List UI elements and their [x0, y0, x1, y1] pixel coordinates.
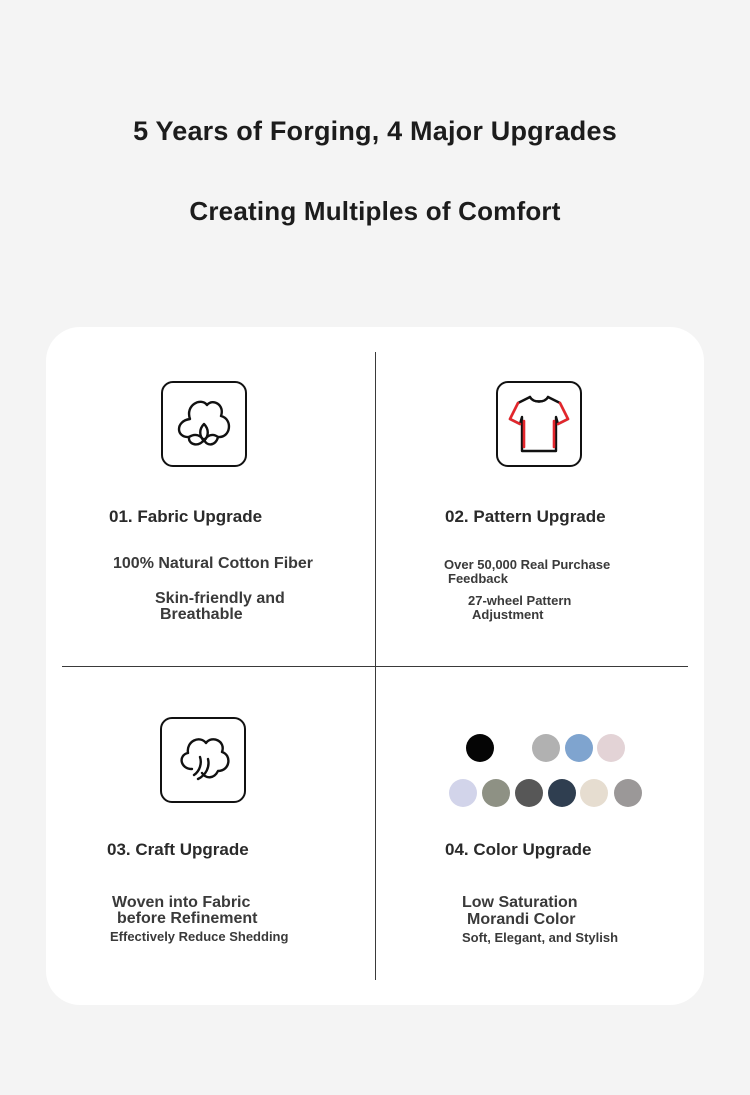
color-line-1: Low Saturation [462, 894, 578, 911]
pattern-line-2: Feedback [448, 571, 508, 586]
swatch-charcoal [515, 779, 543, 807]
craft-line-2: before Refinement [117, 910, 258, 927]
color-line-3: Soft, Elegant, and Stylish [462, 930, 619, 945]
swatch-light-gray [532, 734, 560, 762]
swatch-blue [565, 734, 593, 762]
swatch-pink [597, 734, 625, 762]
headline-line-1: 5 Years of Forging, 4 Major Upgrades [133, 116, 617, 146]
color-line-2: Morandi Color [467, 911, 576, 928]
cotton-flower-icon [161, 381, 247, 467]
swatch-olive-gray [482, 779, 510, 807]
swatch-taupe-gray [614, 779, 642, 807]
fabric-line-1: 100% Natural Cotton Fiber [113, 555, 314, 572]
swatch-black [466, 734, 494, 762]
swatch-beige [580, 779, 608, 807]
pattern-line-4: Adjustment [472, 607, 544, 622]
fabric-line-2: Skin-friendly and [155, 590, 285, 607]
cotton-fiber-icon [160, 717, 246, 803]
fabric-upgrade-title: 01. Fabric Upgrade [109, 507, 263, 526]
pattern-upgrade-title: 02. Pattern Upgrade [445, 507, 606, 526]
swatch-navy [548, 779, 576, 807]
swatch-lavender [449, 779, 477, 807]
color-upgrade-title: 04. Color Upgrade [445, 840, 592, 859]
horizontal-divider [62, 666, 688, 667]
fabric-line-3: Breathable [160, 606, 243, 623]
swatch-white [499, 734, 527, 762]
craft-line-3: Effectively Reduce Shedding [110, 929, 289, 944]
upgrades-card [46, 327, 704, 1005]
craft-upgrade-title: 03. Craft Upgrade [107, 840, 249, 859]
pattern-line-1: Over 50,000 Real Purchase [444, 557, 611, 572]
craft-line-1: Woven into Fabric [112, 894, 251, 911]
headline-line-2: Creating Multiples of Comfort [189, 196, 561, 226]
tshirt-icon [496, 381, 582, 467]
pattern-line-3: 27-wheel Pattern [468, 593, 572, 608]
